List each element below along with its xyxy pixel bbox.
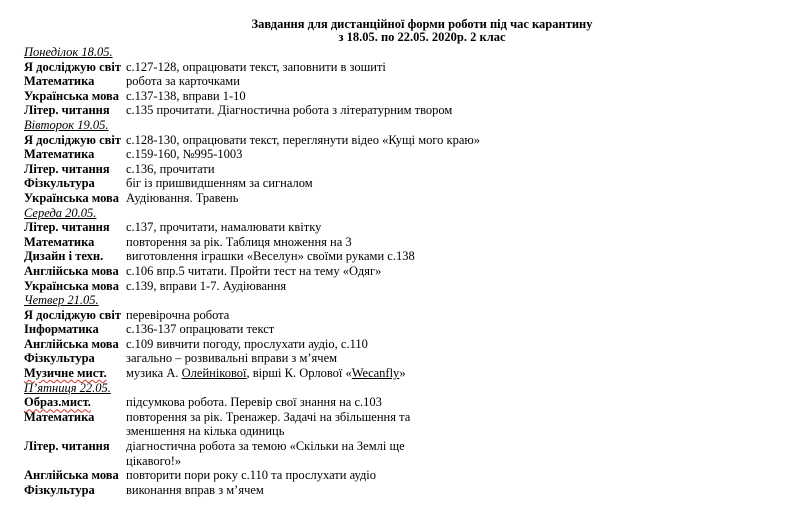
schedule-row <box>24 337 764 352</box>
schedule-row <box>24 410 764 439</box>
schedule-row <box>24 395 764 410</box>
task-text: Аудіювання. Травень <box>126 190 239 205</box>
task-text: с.135 прочитати. Діагностична робота з літературним твором <box>126 103 453 118</box>
day-heading-thursday: Четвер 21.05. <box>24 293 99 308</box>
task-text-part: » <box>399 366 406 381</box>
subject-label: Я досліджую світ <box>24 59 121 74</box>
subject-label: Англійська мова <box>24 263 119 278</box>
task-text: с.136, прочитати <box>126 161 215 176</box>
subject-label: Фізкультура <box>24 351 95 366</box>
task-text: с.137-138, вправи 1-10 <box>126 88 246 103</box>
task-text: виготовлення іграшки «Веселун» своїми руками с.138 <box>126 249 415 264</box>
task-text: біг із пришвидшенням за сигналом <box>126 176 313 191</box>
task-text: робота за карточками <box>126 74 240 89</box>
subject-label: Українська мова <box>24 190 120 205</box>
subject-label: Інформатика <box>24 322 99 337</box>
subject-label: Українська мова <box>24 88 120 103</box>
task-text: виконання вправ з м’ячем <box>126 482 264 497</box>
schedule-row <box>24 176 764 191</box>
task-text-part: , вірші К. Орлової « <box>246 366 352 381</box>
task-text: с.139, вправи 1-7. Аудіювання <box>126 278 287 293</box>
task-text: с.106 впр.5 читати. Пройти тест на тему «Одяг» <box>126 263 382 278</box>
schedule-row <box>24 191 764 206</box>
task-text: с.159-160, №995-1003 <box>126 147 243 162</box>
subject-label: Англійська мова <box>24 468 119 483</box>
subject-label: Літер. читання <box>24 103 110 118</box>
subject-label: Образ.мист. <box>24 395 91 410</box>
task-text: повторення за рік. Тренажер. Задачі на збільшення та зменшення на кілька одиниць <box>126 409 411 439</box>
task-text-part: Олейнікової <box>181 366 247 381</box>
task-text: повторити пори року с.110 та прослухати аудіо <box>126 468 377 483</box>
task-text: с.136-137 опрацювати текст <box>126 322 275 337</box>
schedule-row <box>24 60 764 75</box>
schedule-row <box>24 308 764 323</box>
subject-label: Математика <box>24 74 95 89</box>
schedule <box>24 45 764 497</box>
schedule-row <box>24 74 764 89</box>
day-heading-tuesday: Вівторок 19.05. <box>24 117 109 132</box>
schedule-row <box>24 351 764 366</box>
task-text: загально – розвивальні вправи з м’ячем <box>126 351 338 366</box>
subject-label: Англійська мова <box>24 336 119 351</box>
schedule-row <box>24 249 764 264</box>
task-text: с.137, прочитати, намалювати квітку <box>126 220 322 235</box>
subject-label: Літер. читання <box>24 220 110 235</box>
subject-label: Я досліджую світ <box>24 132 121 147</box>
task-text: підсумкова робота. Перевір свої знання на с.103 <box>126 395 382 410</box>
document <box>24 18 764 497</box>
subject-label: Математика <box>24 147 95 162</box>
schedule-row <box>24 264 764 279</box>
schedule-row <box>24 322 764 337</box>
subject-label: Фізкультура <box>24 176 95 191</box>
schedule-row <box>24 103 764 118</box>
subject-label: Українська мова <box>24 278 120 293</box>
schedule-row <box>24 133 764 148</box>
schedule-row <box>24 147 764 162</box>
schedule-row <box>24 279 764 294</box>
schedule-row <box>24 235 764 250</box>
subject-label: Дизайн і техн. <box>24 249 104 264</box>
day-heading-friday: П’ятниця 22.05. <box>24 380 111 395</box>
schedule-row <box>24 468 764 483</box>
subject-label: Фізкультура <box>24 482 95 497</box>
task-text-part: музика А. <box>126 366 182 381</box>
task-text: перевірочна робота <box>126 307 230 322</box>
schedule-row <box>24 162 764 177</box>
title-line-1: Завдання для дистанційної форми роботи під час карантину <box>251 17 593 31</box>
task-text: с.109 вивчити погоду, прослухати аудіо, с.110 <box>126 336 368 351</box>
schedule-row <box>24 220 764 235</box>
task-text <box>126 366 406 381</box>
subject-label: Літер. читання <box>24 439 110 454</box>
task-text-part: Wecanfly <box>351 366 400 381</box>
subject-label: Літер. читання <box>24 161 110 176</box>
task-text: повторення за рік. Таблиця множення на 3 <box>126 234 352 249</box>
day-heading-monday: Понеділок 18.05. <box>24 45 113 59</box>
document-title <box>24 18 764 44</box>
subject-label: Математика <box>24 409 95 424</box>
day-heading-wednesday: Середа 20.05. <box>24 205 97 220</box>
title-line-2: з 18.05. по 22.05. 2020р. 2 клас <box>338 30 506 44</box>
subject-label: Я досліджую світ <box>24 307 121 322</box>
subject-label: Музичне мист. <box>24 366 107 381</box>
task-text: с.128-130, опрацювати текст, переглянути відео «Кущі мого краю» <box>126 132 481 147</box>
schedule-row <box>24 439 764 468</box>
schedule-row <box>24 366 764 381</box>
task-text: с.127-128, опрацювати текст, заповнити в зошиті <box>126 59 386 74</box>
schedule-row <box>24 483 764 498</box>
subject-label: Математика <box>24 234 95 249</box>
task-text: діагностична робота за темою «Скільки на Землі ще цікавого!» <box>126 439 405 468</box>
schedule-row <box>24 89 764 104</box>
